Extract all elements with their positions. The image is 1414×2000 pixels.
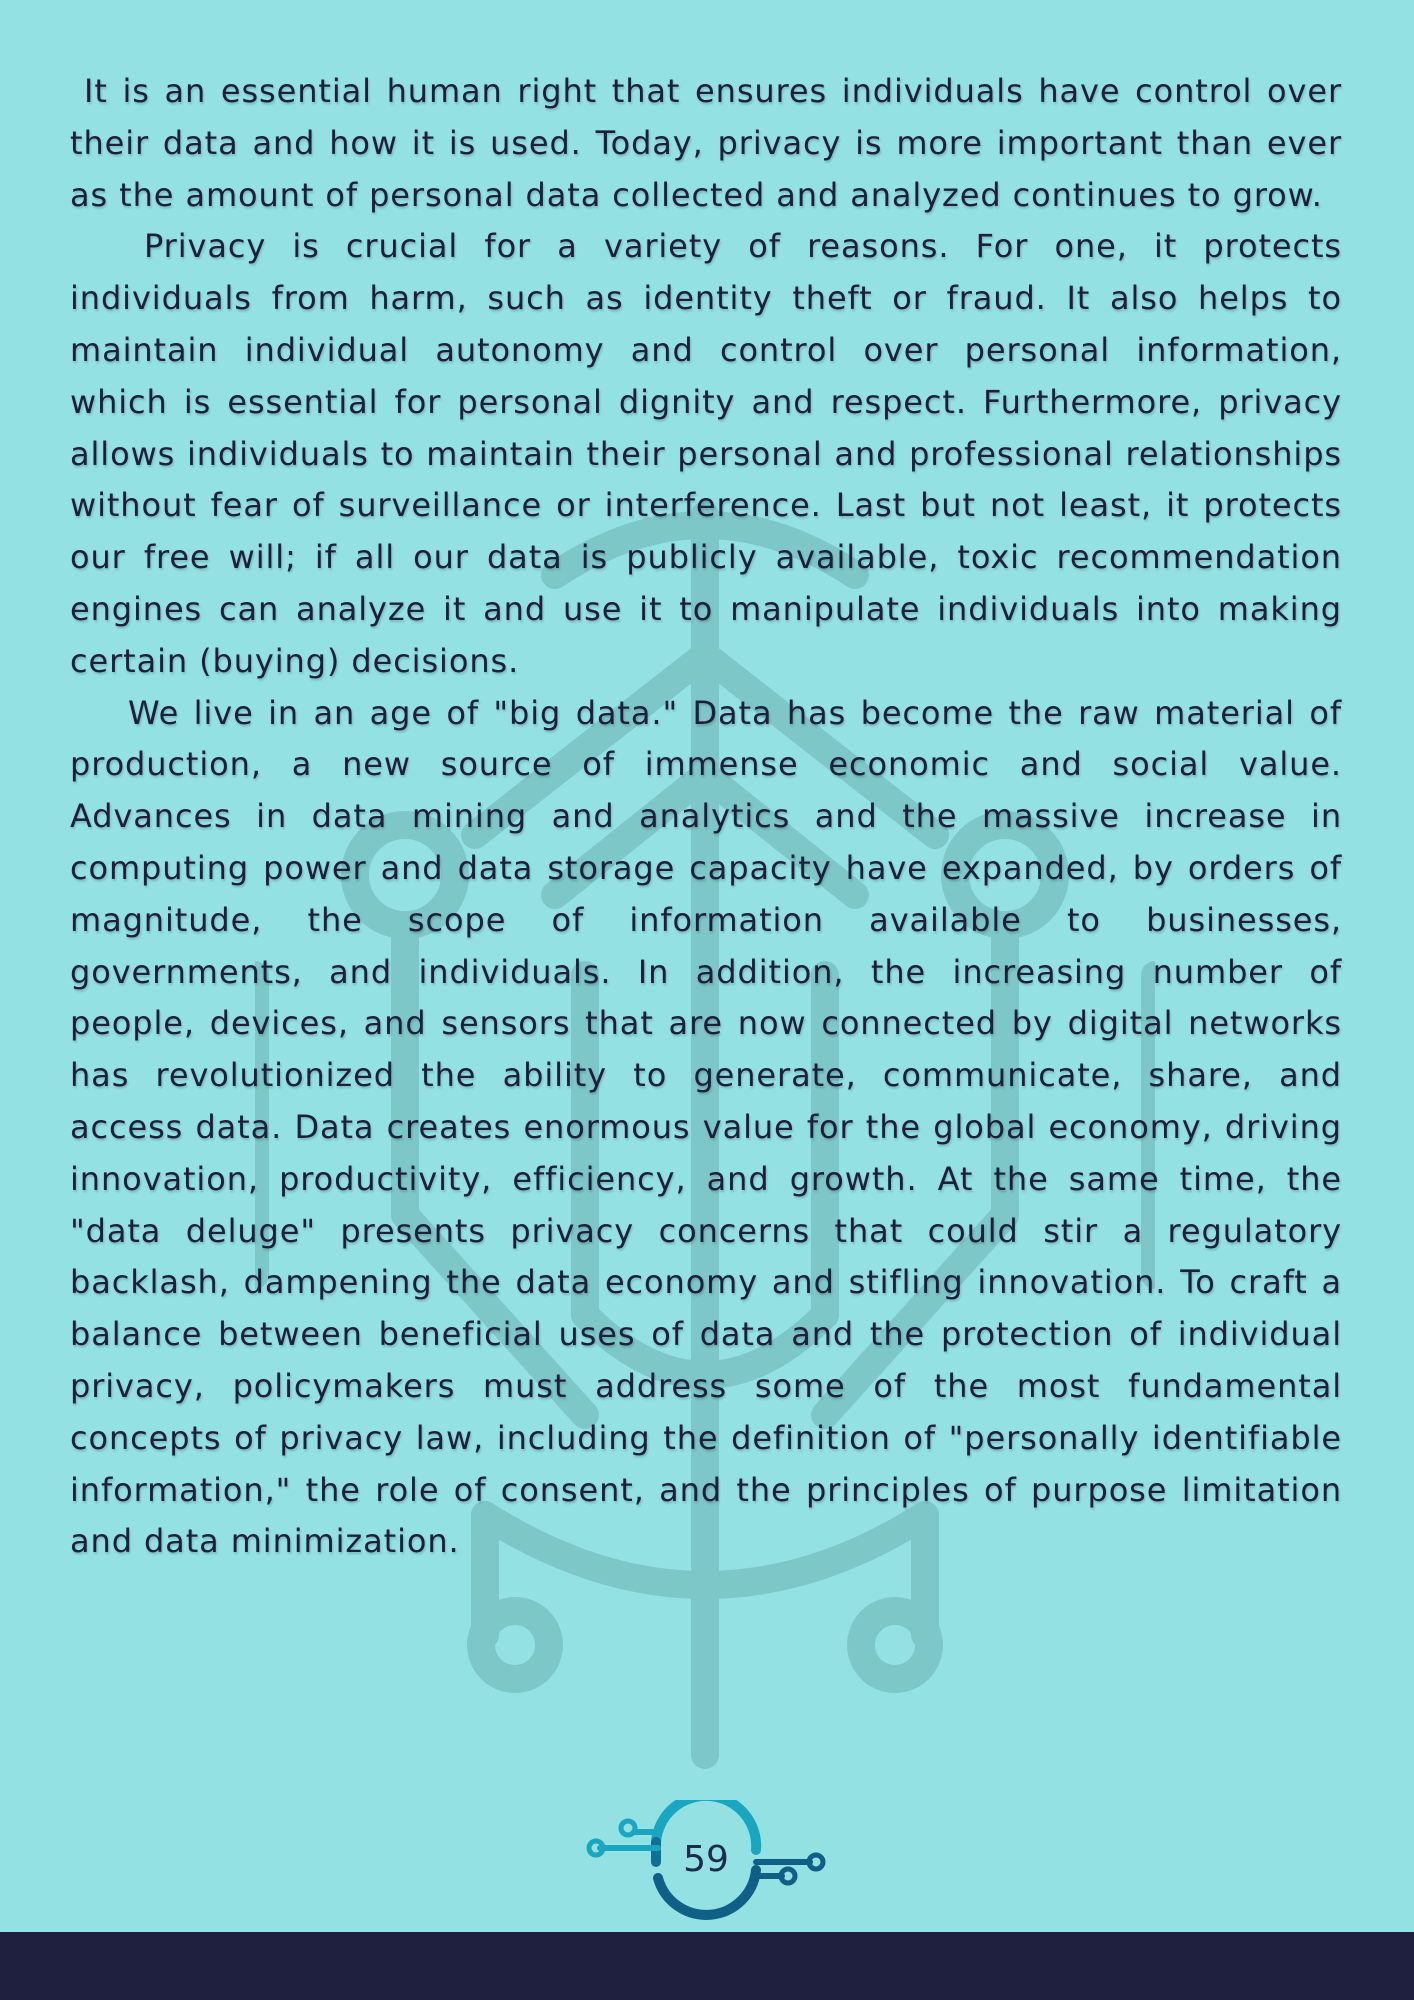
page-number: 59	[683, 1839, 729, 1880]
paragraph: Privacy is crucial for a variety of reasons. For one, it protects individuals from harm, such as identity theft or fraud. It also helps to maintain individual autonomy and control over personal information, which is essential for personal dignity and respect. Furthermore, privacy allows individuals to maintain their personal and professional relationships without fear of surveillance or interference. Last but not least, it protects our free will; if all our data is publicly available, toxic recommendation engines can analyze it and use it to manipulate individuals into making certain (buying) decisions.	[70, 227, 1342, 680]
body-text	[70, 66, 1342, 1568]
paragraph: We live in an age of "big data." Data has become the raw material of production, a new source of immense economic and social value. Advances in data mining and analytics and the massive increase in computing power and data storage capacity have expanded, by orders of magnitude, the scope of information available to businesses, governments, and individuals. In addition, the increasing number of people, devices, and sensors that are now connected by digital networks has revolutionized the ability to generate, communicate, share, and access data. Data creates enormous value for the global economy, driving innovation, productivity, efficiency, and growth. At the same time, the "data deluge" presents privacy concerns that could stir a regulatory backlash, dampening the data economy and stifling innovation. To craft a balance between beneficial uses of data and the protection of individual privacy, policymakers must address some of the most fundamental concepts of privacy law, including the definition of "personally identifiable information," the role of consent, and the principles of purpose limitation and data minimization.	[70, 693, 1342, 1561]
paragraph: It is an essential human right that ensures individuals have control over their data and how it is used. Today, privacy is more important than ever as the amount of personal data collected and analyzed continues to grow.	[70, 72, 1342, 214]
footer-band	[0, 1932, 1414, 2000]
